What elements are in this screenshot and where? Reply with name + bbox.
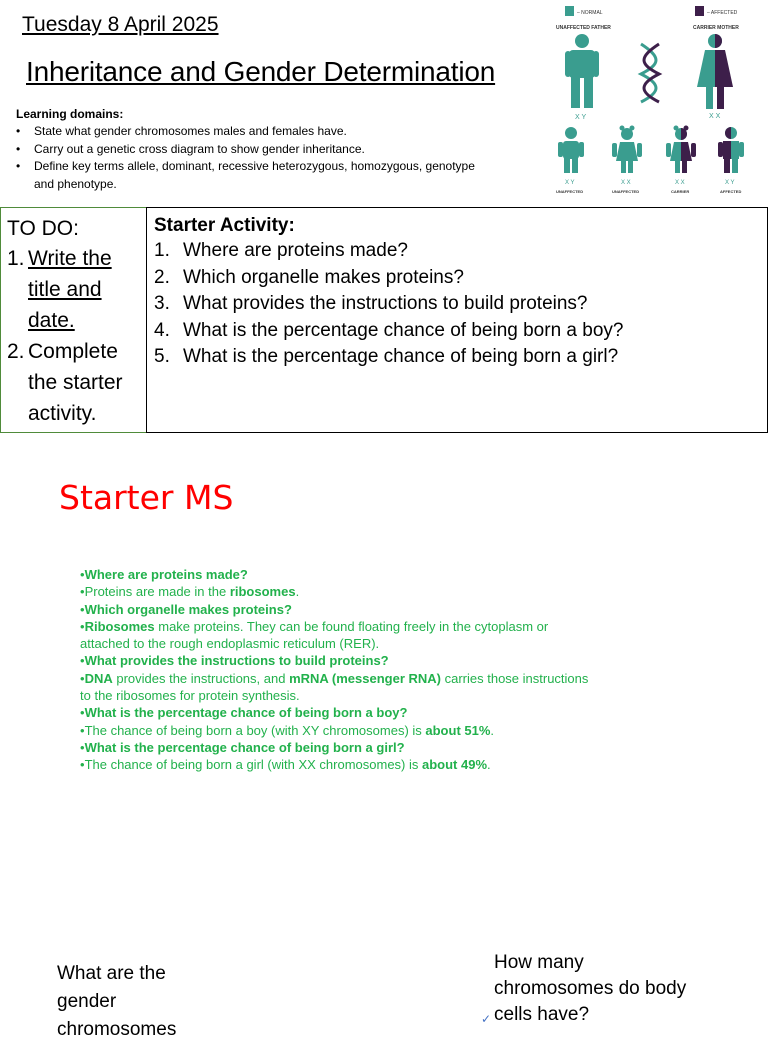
legend-normal-swatch [565, 6, 574, 16]
mother-genotype: X X [709, 113, 721, 120]
ms-answer: •DNA provides the instructions, and mRNA (messenger RNA) carries those instructions to the ribosomes for protein synthesis. [80, 670, 589, 704]
ms-answer-text: . [487, 757, 491, 773]
legend-affected-label: – AFFECTED [707, 10, 738, 16]
question-text: What provides the instructions to build proteins? [183, 293, 588, 314]
ms-question: •What is the percentage chance of being born a girl? [80, 739, 405, 755]
todo-heading: TO DO: [7, 217, 79, 240]
ms-answer-text: The chance of being born a boy (with XY chromosomes) is [84, 722, 426, 738]
ms-question: •What is the percentage chance of being born a boy? [80, 705, 408, 721]
question-number: 2. [154, 266, 170, 288]
ms-question: •Where are proteins made? [80, 567, 248, 582]
ms-answer-bold: mRNA (messenger RNA) [289, 670, 441, 686]
ms-answer-bold: about 51% [425, 722, 491, 738]
legend-affected-swatch [695, 6, 704, 16]
father-genotype: X Y [575, 114, 587, 121]
child-figure-boy [558, 127, 584, 173]
father-label: UNAFFECTED FATHER [556, 25, 611, 31]
child-figure-carrier [666, 126, 696, 174]
ms-answer-bold: Ribosomes [84, 618, 155, 634]
child-label: UNAFFECTED [556, 189, 584, 194]
ms-answer-text: . [295, 584, 300, 600]
starter-question [154, 318, 767, 345]
ms-answer-text: The chance of being born a girl (with XX chromosomes) is [84, 757, 422, 773]
todo-box [0, 207, 147, 433]
gender-chromosomes-question: What are the gender chromosomes [57, 963, 177, 1040]
ms-answer-bold: about 49% [422, 757, 488, 773]
inheritance-diagram [548, 2, 760, 198]
child-figure-girl [612, 126, 642, 174]
starter-question [154, 265, 767, 292]
ms-question-text: What provides the instructions to build proteins? [84, 653, 389, 669]
lesson-title: Inheritance and Gender Determination [26, 56, 496, 87]
starter-question [154, 344, 767, 371]
child-genotype: X Y [565, 180, 575, 186]
chromosome-count-question: How many chromosomes do body cells have? [494, 952, 687, 1025]
dna-helix-icon [641, 44, 659, 102]
learning-domain-item: • State what gender chromosomes males and females have. [16, 123, 476, 141]
ms-answer: •The chance of being born a boy (with XY chromosomes) is about 51%. [80, 722, 495, 738]
learning-domain-item: • Carry out a genetic cross diagram to show gender inheritance. [16, 141, 476, 159]
ms-question-text: Which organelle makes proteins? [84, 601, 292, 617]
child-figure-affected [718, 127, 744, 173]
starter-question [154, 291, 767, 318]
ms-question: •Which organelle makes proteins? [80, 601, 292, 617]
mark-scheme-title: Starter MS [59, 478, 234, 517]
question-text: What is the percentage chance of being born a boy? [183, 319, 624, 341]
child-genotype: X Y [725, 180, 735, 186]
ms-question: •What provides the instructions to build proteins? [80, 653, 389, 669]
ms-answer: •Ribosomes make proteins. They can be found floating freely in the cytoplasm or attached to the rough endoplasmic reticulum (RER). [80, 618, 549, 652]
mark-scheme-answers [80, 566, 600, 774]
learning-domains-heading: Learning domains: [16, 107, 124, 121]
todo-item-number: 2. [7, 340, 25, 363]
ms-question-text: What is the percentage chance of being born a boy? [84, 705, 408, 721]
ms-answer: •Proteins are made in the ribosomes. [80, 584, 300, 600]
starter-question [154, 238, 767, 265]
lesson-date: Tuesday 8 April 2025 [22, 13, 219, 36]
starter-activity-box [146, 207, 768, 433]
todo-item-text: Write the title and date. [28, 247, 112, 332]
question-text: What is the percentage chance of being born a girl? [183, 346, 619, 367]
ms-answer-bold: DNA [84, 670, 113, 686]
ms-answer-text: carries those instructions to the ribosomes for protein synthesis. [80, 670, 589, 704]
starter-heading: Starter Activity: [154, 215, 295, 236]
child-genotype: X X [621, 180, 631, 186]
question-text: Which organelle makes proteins? [183, 266, 464, 288]
question-number: 1. [154, 240, 170, 261]
child-label: AFFECTED [720, 189, 742, 194]
child-genotype: X X [675, 180, 685, 186]
question-number: 3. [154, 293, 170, 314]
ms-answer-text: make proteins. They can be found floating freely in the cytoplasm or attached to the rough endoplasmic reticulum (RER). [80, 618, 549, 652]
question-text: Where are proteins made? [183, 240, 408, 261]
child-label: CARRIER [671, 189, 690, 194]
todo-item [7, 243, 146, 336]
child-label: UNAFFECTED [612, 189, 640, 194]
ms-answer-bold: ribosomes [229, 584, 296, 600]
father-figure [565, 34, 599, 108]
mother-label: CARRIER MOTHER [693, 25, 739, 31]
todo-item-number: 1. [7, 247, 25, 270]
ms-answer-text: provides the instructions, and [112, 670, 290, 686]
question-number: 4. [154, 319, 170, 341]
ms-answer-text: Proteins are made in the [84, 584, 230, 600]
ms-answer-text: . [490, 722, 495, 738]
mother-figure [697, 34, 733, 109]
ms-answer: •The chance of being born a girl (with XX chromosomes) is about 49%. [80, 757, 491, 773]
legend-normal-label: – NORMAL [577, 10, 603, 16]
todo-item [7, 336, 146, 429]
ms-question-text: Where are proteins made? [84, 567, 248, 582]
learning-domains-list [16, 123, 476, 193]
tick-icon: ✓ [481, 1012, 492, 1026]
todo-item-text: Complete the starter activity. [28, 340, 123, 425]
learning-domain-item: • Define key terms allele, dominant, recessive heterozygous, homozygous, genotype and phenotype. [16, 158, 476, 193]
question-number: 5. [154, 346, 170, 367]
ms-question-text: What is the percentage chance of being born a girl? [84, 739, 405, 755]
